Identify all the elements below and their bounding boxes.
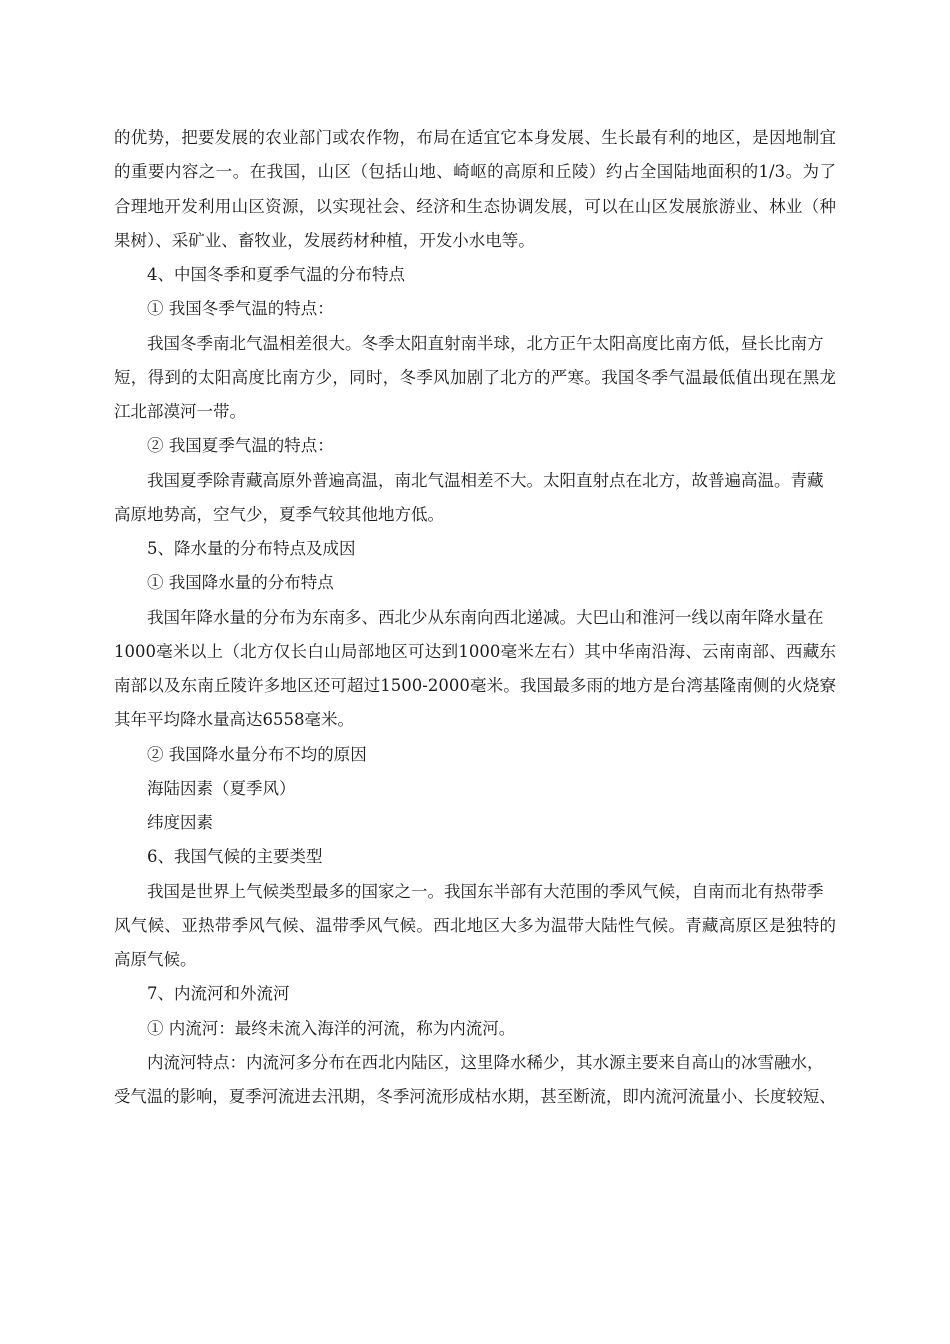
subsection-heading: ① 内流河：最终未流入海洋的河流，称为内流河。	[147, 1018, 516, 1038]
subsection-heading: ② 我国夏季气温的特点：	[147, 436, 334, 456]
text-line: 受气温的影响，夏季河流进去汛期，冬季河流形成枯水期，甚至断流，即内流河流量小、长度较短、	[114, 1087, 836, 1106]
section-heading: 7、内流河和外流河	[147, 984, 290, 1004]
text-line: 南部以及东南丘陵许多地区还可超过1500-2000毫米。我国最多雨的地方是台湾基隆南侧的火烧寮	[114, 676, 836, 695]
text-line: 高原地势高，空气少，夏季气较其他地方低。	[114, 504, 444, 524]
subsection-heading: ② 我国降水量分布不均的原因	[147, 744, 367, 764]
text-line: 江北部漠河一带。	[114, 402, 246, 421]
text-line: 的优势，把要发展的农业部门或农作物，布局在适宜它本身发展、生长最有利的地区，是因地制宜	[114, 128, 836, 147]
text-line: 其年平均降水量高达6558毫米。	[114, 710, 354, 730]
subsection-heading: ① 我国降水量的分布特点	[147, 573, 334, 593]
text-line: 内流河特点：内流河多分布在西北内陆区，这里降水稀少，其水源主要来自高山的冰雪融水，	[147, 1052, 824, 1072]
subsection-heading: ① 我国冬季气温的特点：	[147, 299, 334, 319]
text-line: 的重要内容之一。在我国，山区（包括山地、崎岖的高原和丘陵）约占全国陆地面积的1/3。为了	[114, 162, 836, 182]
text-line: 高原气候。	[114, 950, 197, 969]
text-line: 短，得到的太阳高度比南方少，同时，冬季风加剧了北方的严寒。我国冬季气温最低值出现在黑龙	[114, 367, 836, 387]
text-line: 我国年降水量的分布为东南多、西北少从东南向西北递减。大巴山和淮河一线以南年降水量在	[147, 607, 824, 627]
text-line: 纬度因素	[147, 813, 213, 832]
text-line: 我国冬季南北气温相差很大。冬季太阳直射南半球，北方正午太阳高度比南方低，昼长比南方	[147, 333, 824, 353]
section-heading: 6、我国气候的主要类型	[147, 847, 323, 867]
section-heading: 4、中国冬季和夏季气温的分布特点	[147, 265, 405, 284]
text-line: 我国是世界上气候类型最多的国家之一。我国东半部有大范围的季风气候，自南而北有热带季	[147, 881, 824, 901]
text-line: 1000毫米以上（北方仅长白山局部地区可达到1000毫米左右）其中华南沿海、云南南部、西藏东	[114, 641, 836, 661]
text-line: 果树）、采矿业、畜牧业，发展药材种植，开发小水电等。	[114, 230, 535, 250]
text-line: 我国夏季除青藏高原外普遍高温，南北气温相差不大。太阳直射点在北方，故普遍高温。青藏	[147, 470, 824, 490]
text-line: 合理地开发利用山区资源，以实现社会、经济和生态协调发展，可以在山区发展旅游业、林业（种	[114, 196, 836, 216]
section-heading: 5、降水量的分布特点及成因	[147, 539, 356, 558]
text-line: 风气候、亚热带季风气候、温带季风气候。西北地区大多为温带大陆性气候。青藏高原区是独特的	[114, 915, 836, 935]
text-line: 海陆因素（夏季风）	[147, 778, 296, 798]
